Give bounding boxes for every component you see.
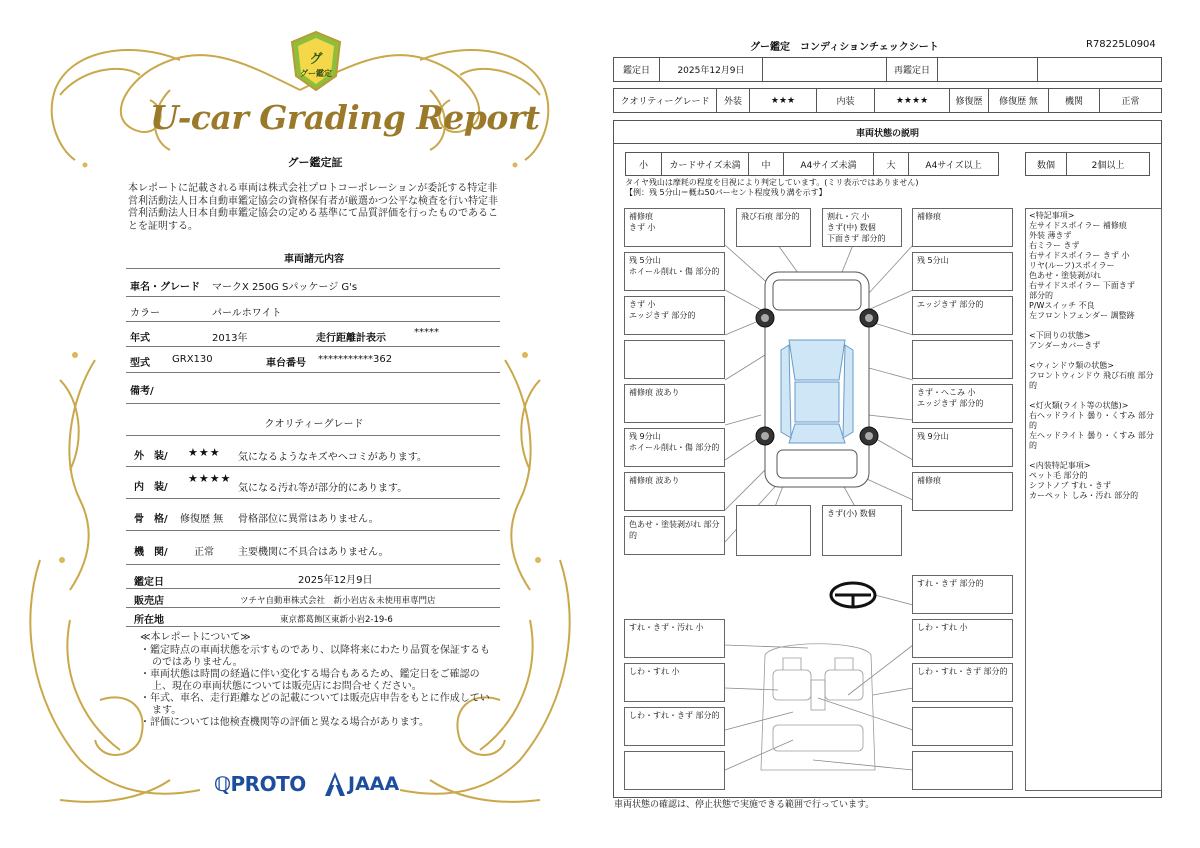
damage-box: エッジきず 部分的 — [912, 296, 1013, 335]
size-small-desc: カードサイズ未満 — [661, 152, 749, 176]
proto-logo: ℚPROTO — [214, 772, 306, 796]
dealer-label: 販売店 — [134, 596, 164, 607]
quality-label: クオリティーグレード — [613, 88, 717, 113]
damage-box: すれ・きず・汚れ 小 — [624, 619, 725, 658]
mileage-value: ***** — [414, 327, 439, 338]
damage-box: 残 9分山 — [912, 428, 1013, 467]
model-label: 型式 — [130, 358, 150, 369]
engine-desc: 主要機関に不具合はありません。 — [238, 547, 389, 558]
engine-label: 機 関/ — [134, 547, 168, 558]
damage-box: 残 9分山 ホイール削れ・傷 部分的 — [624, 428, 725, 467]
damage-box: 残 5分山 — [912, 252, 1013, 291]
exterior-desc: 気になるようなキズやヘコミがあります。 — [238, 452, 427, 463]
remarks-group: <内装特記事項> ペット毛 部分的 シフトノブ すれ・きず カーペット しみ・汚れ 部分的 — [1029, 461, 1139, 500]
report-code: R78225L0904 — [1086, 39, 1156, 50]
damage-box: 補修痕 — [912, 208, 1013, 247]
sheet-footer: 車両状態の確認は、停止状態で実施できる範囲で行っています。 — [614, 800, 875, 810]
divider — [126, 268, 500, 269]
damage-box: すれ・きず 部分的 — [912, 575, 1013, 614]
damage-box: しわ・すれ・きず 部分的 — [912, 663, 1013, 702]
damage-box: 飛び石痕 部分的 — [736, 208, 811, 247]
mileage-label: 走行距離計表示 — [316, 333, 386, 344]
address-label: 所在地 — [134, 615, 164, 626]
damage-box: きず・へこみ 小 エッジきず 部分的 — [912, 384, 1013, 423]
redate-label: 再鑑定日 — [886, 57, 938, 82]
address-value: 東京都葛飾区東新小岩2-19-6 — [280, 615, 393, 625]
divider — [126, 435, 500, 436]
divider — [126, 498, 500, 499]
goo-appraisal-badge — [288, 30, 344, 92]
appraisal-date-value: 2025年12月9日 — [298, 575, 373, 586]
year-value: 2013年 — [212, 333, 248, 344]
damage-box: 補修痕 波あり — [624, 472, 725, 511]
date-value: 2025年12月9日 — [659, 57, 763, 82]
divider — [126, 564, 500, 565]
exterior-label: 外装 — [716, 88, 750, 113]
jaaa-logo: JAAA — [348, 773, 400, 795]
tire-note-line: 【例：残 5分山＝概ね50パーセント程度残り溝を示す】 — [625, 188, 827, 197]
year-label: 年式 — [130, 333, 150, 344]
certificate-subtitle: グー鑑定証 — [287, 156, 343, 169]
repair-value: 修復歴 無 — [988, 88, 1049, 113]
size-large-desc: A4サイズ以上 — [908, 152, 999, 176]
exterior-label: 外 装/ — [134, 451, 168, 462]
color-label: カラー — [130, 308, 160, 319]
dealer-value: ツチヤ自動車株式会社 新小岩店＆未使用車専門店 — [240, 596, 436, 606]
divider — [126, 530, 500, 531]
interior-desc: 気になる汚れ等が部分的にあります。 — [238, 483, 408, 494]
damage-box: しわ・すれ 小 — [624, 663, 725, 702]
exterior-stars: ★★★ — [188, 446, 221, 459]
damage-box — [624, 751, 725, 790]
divider — [126, 321, 500, 322]
chassis-label: 車台番号 — [266, 358, 306, 369]
damage-box: 残 5分山 ホイール削れ・傷 部分的 — [624, 252, 725, 291]
model-value: GRX130 — [172, 354, 213, 365]
damage-box — [912, 340, 1013, 379]
engine-label: 機関 — [1048, 88, 1100, 113]
engine-value: 正常 — [194, 547, 214, 558]
size-large: 大 — [873, 152, 909, 176]
tire-note-line: タイヤ残山は摩耗の程度を目視により判定しています。(ミリ表示ではありません) — [625, 178, 919, 187]
remarks-label: 備考/ — [130, 386, 154, 397]
damage-box: きず 小 エッジきず 部分的 — [624, 296, 725, 335]
size-count: 数個 — [1025, 152, 1067, 176]
damage-box: 割れ・穴 小 きず(中) 数個 下面きず 部分的 — [822, 208, 902, 247]
frame-label: 骨 格/ — [134, 514, 168, 525]
condition-check-sheet — [600, 0, 1200, 848]
frame-value: 修復歴 無 — [180, 514, 224, 525]
damage-box — [736, 505, 811, 556]
damage-box: 色あせ・塗装剥がれ 部分的 — [624, 516, 725, 555]
date-label: 鑑定日 — [613, 57, 660, 82]
logos — [214, 770, 414, 800]
divider — [126, 607, 500, 608]
divider — [126, 296, 500, 297]
note-item: ・年式、車名、走行距離などの記載については販売店申告をもとに作成しています。 — [140, 693, 490, 716]
state-title: 車両状態の説明 — [613, 120, 1162, 144]
jaaa-emblem-icon — [324, 771, 346, 797]
size-medium-desc: A4サイズ未満 — [783, 152, 874, 176]
repair-label: 修復歴 — [949, 88, 989, 113]
frame-desc: 骨格部位に異常はありません。 — [238, 514, 379, 525]
damage-box: 補修痕 きず 小 — [624, 208, 725, 247]
divider — [126, 466, 500, 467]
exterior-value: ★★★ — [749, 88, 817, 113]
sheet-title: グー鑑定 コンディションチェックシート — [750, 42, 939, 53]
size-count-desc: 2個以上 — [1066, 152, 1150, 176]
badge-label: グー鑑定 — [300, 69, 332, 78]
tire-note — [625, 178, 918, 198]
grade-label: 車名・グレード — [130, 282, 200, 293]
certificate-body: 本レポートに記載される車両は株式会社プロトコーポレーションが委託する特定非営利活動法人日本自動車鑑定協会の資格保有者が厳選かつ公平な検査を行い特定非営利活動法人日本自動車鑑定協会の定める基準にて品質評価を行ったものであることを証明する。 — [128, 183, 498, 232]
remarks-group: <ウィンドウ類の状態> フロントウィンドウ 飛び石痕 部分的 — [1029, 361, 1154, 390]
remarks-group: <灯火類(ライト等の状態)> 右ヘッドライト 曇り・くすみ 部分的 左ヘッドライト 曇り・くすみ 部分的 — [1029, 401, 1154, 450]
color-value: パールホワイト — [212, 308, 282, 319]
damage-box — [912, 751, 1013, 790]
certificate-title: U-car Grading Report — [150, 98, 540, 137]
spec-title: 車両諸元内容 — [284, 254, 344, 265]
divider — [126, 346, 500, 347]
damage-box: きず(小) 数個 — [822, 505, 902, 556]
appraisal-date-label: 鑑定日 — [134, 577, 164, 588]
divider — [126, 588, 500, 589]
interior-label: 内装 — [816, 88, 875, 113]
damage-box: 補修痕 — [912, 472, 1013, 511]
grade-value: マークX 250G Sパッケージ G's — [212, 282, 358, 293]
damage-box: しわ・すれ・きず 部分的 — [624, 707, 725, 746]
notes-title: ≪本レポートについて≫ — [140, 632, 251, 643]
engine-value: 正常 — [1099, 88, 1162, 113]
interior-label: 内 装/ — [134, 482, 168, 493]
damage-box — [912, 707, 1013, 746]
quality-title: クオリティーグレード — [264, 419, 364, 430]
report-notes — [140, 632, 490, 729]
svg-text:グ: グ — [309, 52, 323, 67]
note-item: ・鑑定時点の車両状態を示すものであり、以降将来にわたり品質を保証するものではありません。 — [140, 645, 490, 668]
note-item: ・車両状態は時間の経過に伴い変化する場合もあるため、鑑定日をご確認の上、現在の車両状態については販売店にお問合せください。 — [140, 669, 480, 692]
chassis-value: ***********362 — [318, 354, 393, 365]
interior-stars: ★★★★ — [188, 472, 232, 485]
interior-value: ★★★★ — [874, 88, 950, 113]
remarks-group: <特記事項> 左サイドスポイラー 補修痕 外装 薄きず 右ミラー きず 右サイドスポイラー きず 小 リヤ(ルーフ)スポイラー 色あせ・塗装剥がれ 右サイドスポイラー 下面きず 部分的 P/Wスイッチ 不良 左フロントフェンダー 調整跡 — [1029, 211, 1135, 320]
damage-box: 補修痕 波あり — [624, 384, 725, 423]
damage-box: しわ・すれ 小 — [912, 619, 1013, 658]
damage-box — [624, 340, 725, 379]
size-small: 小 — [625, 152, 662, 176]
special-remarks — [1025, 208, 1162, 791]
divider — [126, 626, 500, 627]
note-item: ・評価については他検査機関等の評価と異なる場合があります。 — [140, 717, 429, 728]
divider — [126, 403, 500, 404]
size-medium: 中 — [748, 152, 784, 176]
divider — [126, 372, 500, 373]
remarks-group: <下回りの状態> アンダーカバーきず — [1029, 331, 1101, 350]
divider — [1037, 57, 1038, 82]
